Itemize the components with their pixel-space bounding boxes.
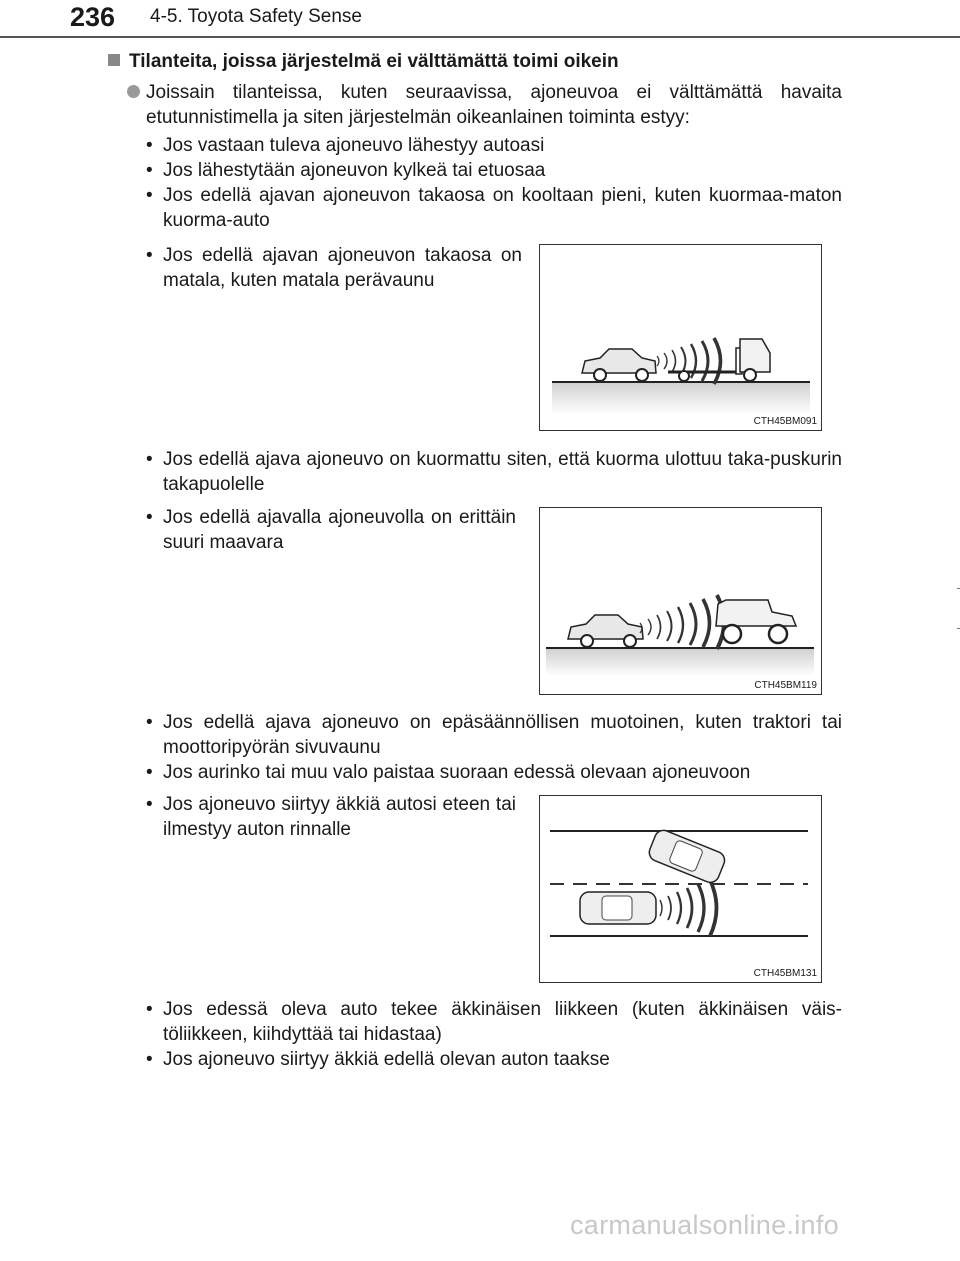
intro-paragraph: Joissain tilanteissa, kuten seuraavissa, ajoneuvoa ei välttämättä havaita etutunnistimella ja siten järjestelmän oikeanlainen toiminta estyy: [146,82,842,128]
section-heading-text: Tilanteita, joissa järjestelmä ei välttämättä toimi oikein [129,51,619,72]
figure-cut-in [539,795,822,983]
list-item: • Jos edellä ajavan ajoneuvon takaosa on kooltaan pieni, kuten kuormaa-maton kuorma-auto [146,185,842,231]
list-item: • Jos edellä ajava ajoneuvo on kuormattu siten, että kuorma ulottuu taka-puskurin takapuolelle [146,449,842,495]
list-item: • Jos edellä ajava ajoneuvo on epäsäännöllisen muotoinen, kuten traktori tai moottoripyörän sivuvaunu [146,712,842,758]
list-item: • Jos edellä ajavan ajoneuvon takaosa on matala, kuten matala perävaunu [146,245,522,291]
high-clearance-illustration [540,508,821,694]
list-item: • Jos edessä oleva auto tekee äkkinäisen liikkeen (kuten äkkinäisen väis-töliikkeen, kiihdyttää tai hidastaa) [146,999,842,1045]
list-item: • Jos ajoneuvo siirtyy äkkiä autosi eteen tai ilmestyy auton rinnalle [146,794,516,840]
page-number: 236 [70,2,116,32]
figure-low-trailer [539,244,822,431]
figure-code: CTH45BM119 [754,680,817,691]
list-item: • Jos edellä ajavalla ajoneuvolla on erittäin suuri maavara [146,507,516,553]
figure-high-clearance [539,507,822,695]
header-section-title: 4-5. Toyota Safety Sense [150,6,362,27]
header-rule [0,36,960,38]
figure-code: CTH45BM131 [753,968,817,979]
circle-bullet-icon [127,85,140,98]
section-heading [108,51,619,73]
low-trailer-illustration [540,245,821,430]
watermark: carmanualsonline.info [570,1210,839,1240]
cut-in-illustration [540,796,821,982]
figure-code: CTH45BM091 [753,416,817,427]
square-bullet-icon [108,54,120,66]
